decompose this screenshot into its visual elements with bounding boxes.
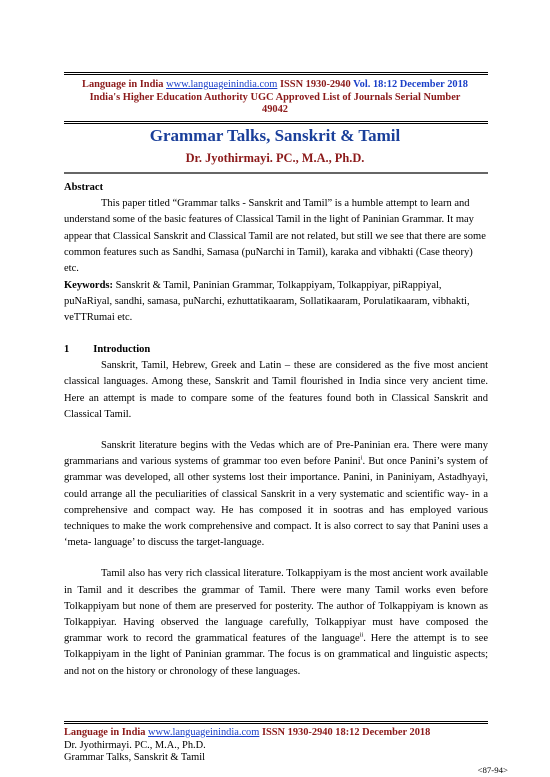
page-range: <87-94> <box>477 765 508 775</box>
article-title: Grammar Talks, Sanskrit & Tamil <box>149 126 401 145</box>
section-heading <box>64 342 488 358</box>
keywords-label: Keywords: <box>64 280 113 291</box>
endnote-ref-1[interactable]: i <box>360 454 363 462</box>
endnote-ref-2[interactable]: ii <box>359 631 364 639</box>
abstract-text: This paper titled “Grammar talks - Sanskrit and Tamil” is a humble attempt to learn and understand some of the basic features of Classical Tamil in the light of Paninian Grammar. It may appear that Classical Sanskrit and Classical Tamil are not related, but still we see that there are some common features such as Sandhi, Samasa (puNarchi in Tamil), karaka and vibhakti (Case theory) etc. <box>64 198 486 275</box>
header-approval: India's Higher Education Authority UGC Approved List of Journals Serial Number <box>89 91 461 103</box>
footer-author: Dr. Jyothirmayi. PC., M.A., Ph.D. <box>64 739 206 751</box>
intro-paragraph-2: Sanskrit literature begins with the Vedas which are of Pre-Paninian era. There were many grammarians and various systems of grammar too even before Panini$^i$. But once Panini’s system of grammar was developed, all other systems lost their importance. Panini, in Paniniyam, Astadhyayi, could arrange all the peculiarities of classical Sanskrit in a very systematic and scientific way- in a comprehensive and compact way. He has composed it in sootras and has employed various techniques to make the work comprehensive and compact. It is also correct to say that Panini uses a ‘meta- language’ to discuss the target-language. <box>64 440 488 549</box>
header-bottom-rule <box>64 121 488 124</box>
footer-issn: ISSN 1930-2940 <box>261 727 333 738</box>
header-url-link[interactable]: www.languageinindia.com <box>166 79 278 90</box>
keywords-section <box>64 278 488 327</box>
journal-footer <box>64 727 488 765</box>
header-serial: 49042 <box>262 104 288 115</box>
intro-paragraph-1: Sanskrit, Tamil, Hebrew, Greek and Latin – these are considered as the five most ancient classical languages. Among these, Sanskrit and Tamil flourished in India since very ancient time. Here an attempt is made to compare some of the features found both in Classical Sanskrit and Classical Tamil. <box>64 360 488 420</box>
article-author: Dr. Jyothirmayi. PC., M.A., Ph.D. <box>185 151 365 165</box>
header-top-rule <box>64 72 488 75</box>
header-volume: Vol. 18:12 December 2018 <box>353 79 468 90</box>
section-number: 1 <box>64 344 70 355</box>
keywords-text: Sanskrit & Tamil, Paninian Grammar, Tolkappiyam, Tolkappiyar, piRappiyal, puNaRiyal, sandhi, samasa, puNarchi, ezhuttatikaaram, Sollatikaaram, Porulatikaaram, vibhakti, veTTRumai etc. <box>64 280 470 324</box>
section-title: Introduction <box>93 344 151 355</box>
abstract-section <box>64 180 488 277</box>
footer-journal: Language in India <box>64 727 146 738</box>
intro-paragraph-3: Tamil also has very rich classical literature. Tolkappiyam is the most ancient work available in Tamil and it describes the grammar of Tamil. There were many Tamil works even before Tolkappiyam but none of them are preserved for posterity. The author of Tolkappiyam is known as Tolkappiyar. Having observed the language carefully, Tolkappiyar must have composed the grammar work to record the grammatical features of the language$^{ii}$. Here the attempt is to see Tolkappiyam in the light of Paninian grammar. The focus is on grammatical and linguistic aspects; and not on the history or chronology of these languages. <box>64 568 488 677</box>
introduction-section <box>64 342 488 680</box>
journal-header <box>40 79 510 117</box>
footer-url-link[interactable]: www.languageinindia.com <box>148 727 260 738</box>
footer-issue: 18:12 December 2018 <box>335 727 431 738</box>
footer-title: Grammar Talks, Sanskrit & Tamil <box>64 752 206 764</box>
title-rule <box>64 172 488 174</box>
abstract-heading: Abstract <box>64 182 104 193</box>
footer-rule <box>64 721 488 724</box>
header-journal: Language in India <box>82 79 164 90</box>
header-issn: ISSN 1930-2940 <box>279 79 351 90</box>
